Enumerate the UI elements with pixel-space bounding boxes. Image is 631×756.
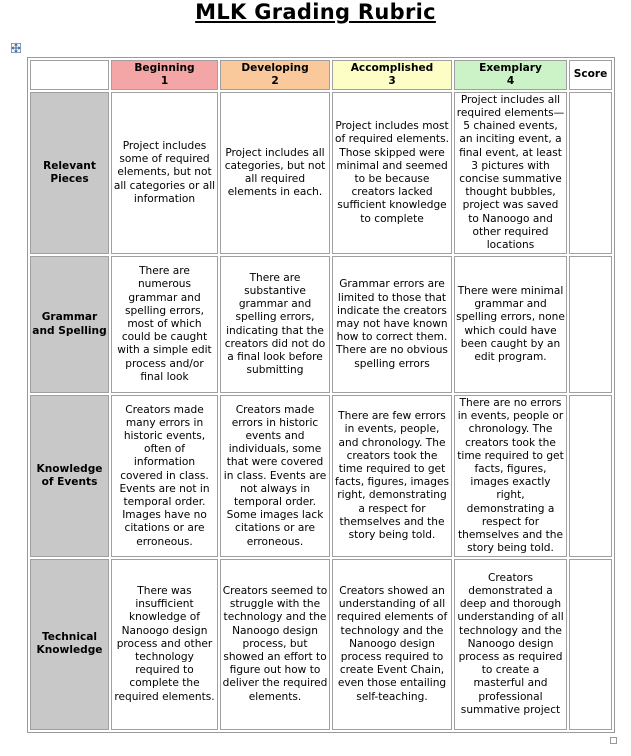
header-exemplary: Exemplary 4 bbox=[454, 60, 567, 90]
cell-relevant-exemplary: Project includes all required elements— 5 chained events, an inciting event, a final event, at least 3 pictures with concise summative thought bubbles, project was saved to Nanoogo and other required locations bbox=[454, 92, 567, 253]
table-resize-handle[interactable] bbox=[610, 737, 617, 744]
rubric-table bbox=[27, 57, 615, 733]
table-row bbox=[30, 395, 612, 556]
table-row bbox=[30, 92, 612, 253]
table-row bbox=[30, 559, 612, 730]
score-cell[interactable] bbox=[569, 395, 612, 556]
page-title: MLK Grading Rubric bbox=[195, 0, 436, 24]
header-accomplished: Accomplished 3 bbox=[332, 60, 452, 90]
header-row bbox=[30, 60, 612, 90]
table-move-handle-icon[interactable] bbox=[11, 43, 21, 53]
score-cell[interactable] bbox=[569, 256, 612, 394]
cell-relevant-beginning: Project includes some of required elements, but not all categories or all information bbox=[111, 92, 218, 253]
cell-technical-exemplary: Creators demonstrated a deep and thorough understanding of all technology and the Nanoogo design process as required to create a masterful and professional summative project bbox=[454, 559, 567, 730]
header-beginning: Beginning 1 bbox=[111, 60, 218, 90]
criterion-relevant-pieces: Relevant Pieces bbox=[30, 92, 109, 253]
header-score: Score bbox=[569, 60, 612, 90]
cell-grammar-accomplished: Grammar errors are limited to those that indicate the creators may not have known how to correct them. There are no obvious spelling errors bbox=[332, 256, 452, 394]
cell-grammar-exemplary: There were minimal grammar and spelling errors, none which could have been caught by an edit program. bbox=[454, 256, 567, 394]
cell-grammar-developing: There are substantive grammar and spelling errors, indicating that the creators did not do a final look before submitting bbox=[220, 256, 330, 394]
criterion-knowledge-events: Knowledge of Events bbox=[30, 395, 109, 556]
cell-technical-developing: Creators seemed to struggle with the technology and the Nanoogo design process, but showed an effort to figure out how to deliver the required elements. bbox=[220, 559, 330, 730]
cell-grammar-beginning: There are numerous grammar and spelling errors, most of which could be caught with a simple edit process and/or final look bbox=[111, 256, 218, 394]
cell-events-accomplished: There are few errors in events, people, and chronology. The creators took the time required to get facts, figures, images right, demonstrating a respect for themselves and the story being told. bbox=[332, 395, 452, 556]
cell-events-developing: Creators made errors in historic events and individuals, some that were covered in class. Events are not always in temporal order. Some images lack citations or are erroneous. bbox=[220, 395, 330, 556]
cell-relevant-developing: Project includes all categories, but not all required elements in each. bbox=[220, 92, 330, 253]
header-developing: Developing 2 bbox=[220, 60, 330, 90]
table-row bbox=[30, 256, 612, 394]
cell-events-beginning: Creators made many errors in historic events, often of information covered in class. Events are not in temporal order. Images have no citations or are erroneous. bbox=[111, 395, 218, 556]
cell-events-exemplary: There are no errors in events, people or chronology. The creators took the time required to get facts, figures, images exactly right, demonstrating a respect for themselves and the story being told. bbox=[454, 395, 567, 556]
score-cell[interactable] bbox=[569, 92, 612, 253]
criterion-grammar-spelling: Grammar and Spelling bbox=[30, 256, 109, 394]
cell-technical-accomplished: Creators showed an understanding of all required elements of technology and the Nanoogo design process required to create Event Chain, even those entailing self-teaching. bbox=[332, 559, 452, 730]
header-corner-cell bbox=[30, 60, 109, 90]
criterion-technical-knowledge: Technical Knowledge bbox=[30, 559, 109, 730]
cell-technical-beginning: There was insufficient knowledge of Nanoogo design process and other technology required to complete the required elements. bbox=[111, 559, 218, 730]
score-cell[interactable] bbox=[569, 559, 612, 730]
cell-relevant-accomplished: Project includes most of required elements. Those skipped were minimal and seemed to be because creators lacked sufficient knowledge to complete bbox=[332, 92, 452, 253]
